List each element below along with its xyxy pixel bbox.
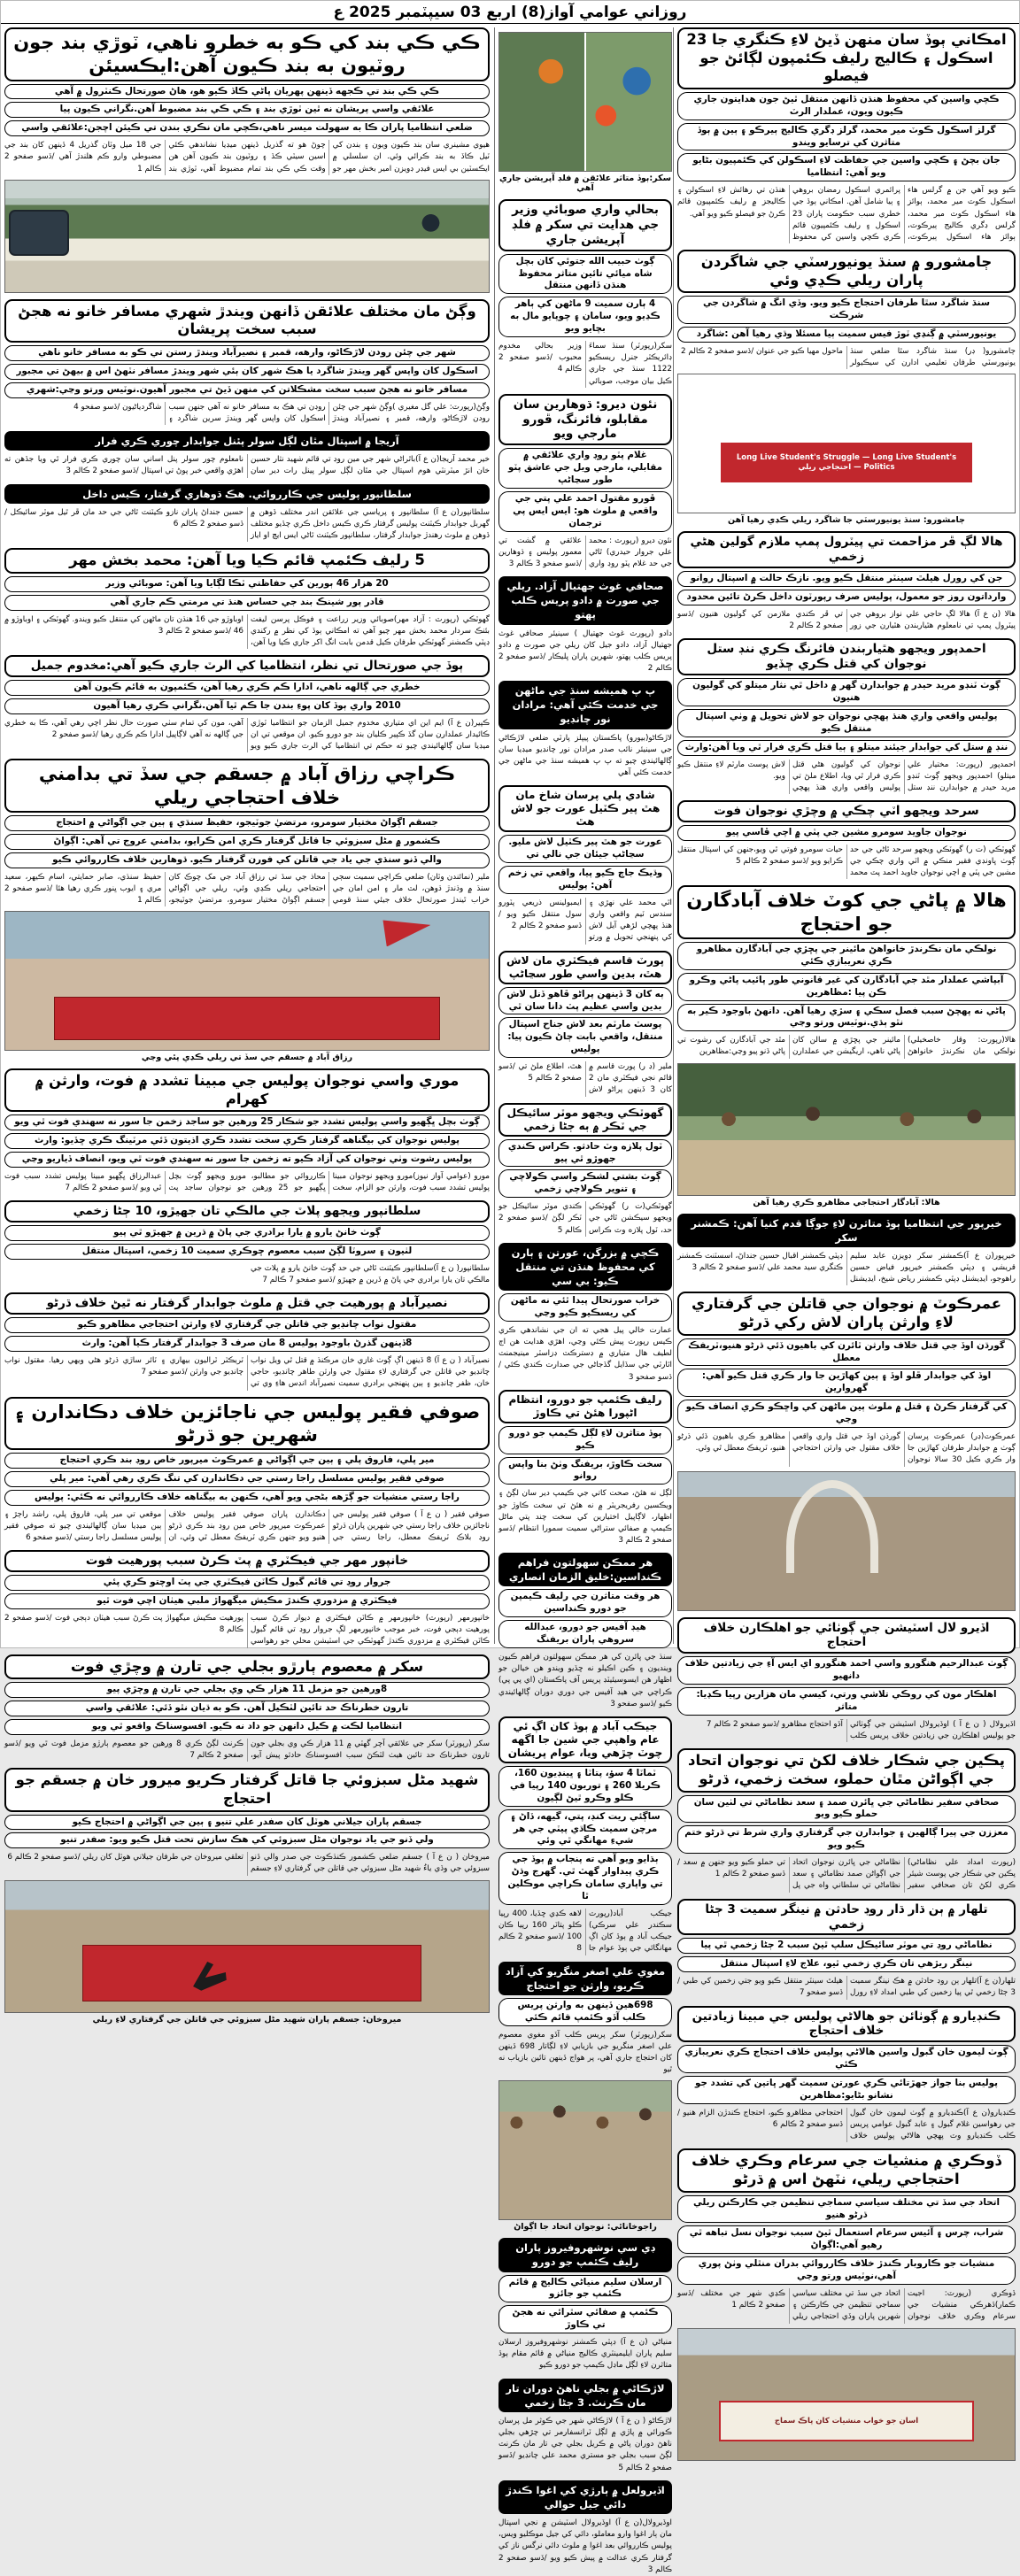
article-subhead: جن کي رورل هيلٿ سينٽر منتقل ڪيو ويو. نازڪ حالت ۾ اسپتال روانو — [677, 571, 1016, 587]
article-subhead: فيڪٽري ۾ مزدوري ڪندڙ مڪيش ميگهواڙ ملبي هيٺان اچي فوت ٿيو — [4, 1593, 490, 1609]
article-subhead: ڳوٺ حبيب الله جتوئي کان بچل شاه ميائي تائين متاثر محفوظ هنڌن ڏانهن منتقل — [498, 254, 672, 295]
article-kk_bund — [4, 27, 490, 293]
article-khaliq — [498, 1553, 672, 1710]
article-headline: صحافي غوث جهتيال آزاد. ريلي جي صورت ۾ دادو پريس ڪلب پهتو — [498, 576, 672, 624]
article-headline: سلطانپور پوليس جي ڪارروائي. هڪ ڌوهاري گرفتار، ڪيس داخل — [4, 484, 490, 504]
article-kachi_elderly — [498, 1243, 672, 1384]
article-photo — [4, 1880, 490, 2013]
masthead-title: روزاني عوامي آواز(8) اربع 03 سيپٽمبر 2025 ع — [1, 1, 1019, 24]
article-subhead: صوفي فقير پوليس مسلسل راجا رستي جي دڪاندارن کي تنگ ڪري رهي آهي: مير پلي — [4, 1471, 490, 1487]
article-khairpur_box — [677, 1214, 1016, 1286]
photo-caption: رزاق آباد ۾ جسقم جي سڏ تي ريلي ڪڍي پئي وڃي — [141, 1053, 353, 1063]
article-hala_kot — [677, 885, 1016, 1207]
article-body: سنڌ جي ڀائرن کي هر ممڪن سهولتون فراهم ڪيون وينديون ۽ ڪين اڪيلو نه ڇڏيو ويندو هن خيالن جو اظهار هن ايسوسيئيٽڊ پريس آف پاڪستان (اي پي پي) ڪراچي جي هيڊ آفيس جي دوري دوران ڳالهائيندي ڪيو /ڏسو صفحو 3 — [498, 1653, 672, 1708]
article-subhead: ساڳئي ريت کنڊ، پتي، گيهه، ڏاڻ ۽ مرچن سميت ڪاڌي پيٽي جي هر شيءِ مهانگي ٿي وئي — [498, 1809, 672, 1850]
article-arija — [4, 431, 490, 477]
article-headline: ڪنڊيارو ۾ ڳوٺائن جو هالاڻي پوليس جي مبينا زيادتين خلاف احتجاج — [677, 2006, 1016, 2043]
article-body: اڏيرولال ( ن ع آ ) اوڏيرولال اسٽيشن جي ڳوٺائي جو پوليس اهلڪارن جي زيادتين خلاف پريس ڪلب آڏو احتجاج مظاهرو /ڏسو صفحو 2 ڪالم 7 — [706, 1719, 1016, 1741]
article-subhead: 20 هزار 46 ٻورين کي حفاظتي ٽڪا لڳايا ويا آهن: صوبائي وزير — [4, 576, 490, 592]
article-headline: خيرپور جي انتظاميا ٻوڏ متاثرن لاءِ جوڳا قدم کنيا آهن: ڪمشنر سکر — [677, 1214, 1016, 1247]
article-headline: شادي پلي پرسان شاخ مان هٿ پير ڪٽيل عورت جو لاش هٿ — [498, 785, 672, 832]
article-photo — [498, 32, 672, 172]
article-body: ملير (نمائندن وٽان) ضلعي ڪراچي سميت سڄي سنڌ ۾ وڌندڙ ڌوهن، لٽ مار ۽ امن امان جي خراب ٿيندڙ صورتحال خلاف جيئي سنڌ قومي محاذ جي سڏ تي رزاق آباد جي مک چوڪ کان احتجاجي ريلي ڪڍي وئي، ريلي جي اڳواڻي جسقم اڳواڻ مختيار سومرو، مرتضيٰ جوٽيجو، حفيظ سنڌي، صابر حمايتي، اسام ڪيهر، سعيد مري ۽ ايوب ڀنور ڪري رهيا هئا /ڏسو صفحو 2 ڪالم 1 — [4, 872, 490, 905]
article-subhead: آبپاشي عملدار مٿد جي آبادگارن کي غير قانوني طور پائيب پاڻي وڪرو ڪن پيا :مظاهرين — [677, 973, 1016, 1001]
article-subhead: 4 ٻارن سميت 9 ماڻهن کي ٻاهر ڪڍيو ويو، سامان ۽ چوپايو مال به بچايو ويو — [498, 297, 672, 337]
article-sufi_faqir — [4, 1397, 490, 1545]
article-subhead: ٻڌايو ويو آهي ته پنجاب ۾ ٻوڏ جي ڪري پيداوار گهٽ ٿي. گهرج وڌڻ تي واپاري سامان ڪراچي موڪلين ٿا — [498, 1852, 672, 1905]
article-photo — [677, 374, 1016, 513]
article-relief_visit — [498, 1390, 672, 1547]
article-headline: نصيرآباد ۾ پورهيت جي قتل ۾ ملوث جوابدار گرفتار نه ٿيڻ خلاف ڌرڻو — [4, 1292, 490, 1315]
article-subhead: ڳوٺ خانڻ يارو ۾ يارا برادري جي پاڻ ۾ ڌرين ۾ جهيڙو ٿي پيو — [4, 1225, 490, 1241]
article-body: خير محمد آريجا(ن ع آ)باٿراڻي شهر جي مين روڊ تي قائم شهيد نثار حسين خان انڙ ميٽرنٽي هوم اسپتال جي مٿان لڳل سولر پينل رات دير سان نامعلوم چور سولر پنل اساني سان چوري ڪري فرار ٿي ويا جڏهن ته اهڙي واقعي خبر پوڻ تي اسپتال /ڏسو صفحو 2 ڪالم 3 — [4, 455, 490, 476]
article-headline: بحالي واري صوبائي وزير جي هدايت تي سکر ۾ فلڊ آپريشن جاري — [498, 199, 672, 251]
article-headline: سرحد ويجهو اٽي چڪي ۾ وچڙي نوجوان فوت — [677, 800, 1016, 822]
article-subhead: ارسلان سليم منياڻي ڪاليج ۾ قائم ڪئمپ جو جائزو — [498, 2275, 672, 2303]
article-photo — [498, 2080, 672, 2220]
article-body: خيرپور(ن ع آ)ڪمشنر سکر ڊويزن عابد سليم قريشي ۽ ڊپٽي ڪمشنر خيرپور فياض حسين راهوجو، ايڊيشنل ڊپٽي ڪمشنر رياض شيخ، ايڊيشنل ڊپٽي ڪمشنر اقبال حسين جنداڻ، اسسٽنٽ ڪمشنر ڪنگري سيد محمد علي /ڏسو صفحو 2 ڪالم 3 — [677, 1251, 1016, 1284]
photo-caption: هالا: آبادگار احتجاجي مظاهرو ڪري رهيا آهن — [753, 1197, 940, 1207]
article-subhead: شراب، چرس ۽ آئيس سرعام استعمال ٿيڻ سبب نوجوان نسل تباهه ٿي رهيو آهي:اڳواڻ — [677, 2225, 1016, 2254]
article-body: لڳل نه هئڻ، صحت کاتي جي ڪيمپ دير سان لڳڻ ۽ ويڪسين رفريجريٽر ۾ نه هئڻ تي سخت ڪاوڙ جو اظهار، لاڳاپيل اختيارين کي سخت چند پتي ماڻل ڪيمپ ۾ صفائي ستراڻي سميت سمورا انتظام /ڏسو صفحو 2 ڪالم 3 — [498, 1489, 672, 1546]
article-subhead: گرلز اسڪول ڪوٽ مير محمد، گرلز ڊگري ڪاليج ٻيرڪو ۽ ٻين ۾ ٻوڏ متاثرن کي ترسايو ويندو — [677, 123, 1016, 151]
photo-caption: راجوخانائي: نوجوان اتحاد جا اڳواڻ — [514, 2222, 657, 2233]
article-subhead: ڪئمپ ۾ صفائي سٿرائي نه هجڻ تي ڪاوڙ — [498, 2305, 672, 2333]
article-subhead: ڳوٺ عبدالرحيم هنگورو واسي احمد هنگورو اي ايس آءِ جي زيادتين خلاف دانهيو — [677, 1656, 1016, 1685]
article-headline: ڪچي ۾ بزرگن، عورتن ۽ ٻارن کي محفوظ هنڌن تي منتقل ڪيو: بي سي — [498, 1243, 672, 1291]
article-nasirabad — [4, 1292, 490, 1390]
article-body: هيوي مشينري سان بند ڪيون ويون ۽ بندن کي ٽيل ڪاڏ به بند ڪرائي وئي. ان سلسلي ۾ ايڪسٽين بي ايس فيڊر ڊويزن امير بخش مهر جو چوڻ هو ته گذريل ڏينهن ميڊيا نشاندهي ڪئي اسين سيٽي ڪڏ ۽ روٽيون بند ڪيون آهن هن وقت ڪي ڪي بند تمام مضبوط آهي، ٽوڙي بند جي 18 ميل وٽان گذريل 4 ڏينهن کان بند جي مضبوطي وارو ڪم هلندڙ آهي /ڏسو صفحو 2 ڪالم 1 — [4, 141, 490, 174]
article-subhead: سنڌ شاگرد سٿا طرفان احتجاج ڪيو ويو. وڏي انگ ۾ شاگردن جي شرڪت — [677, 296, 1016, 324]
article-body: سلطانپور(ن ع آ) سلطانپور ۽ پرياسي جي علائقن اندر مختلف ڏوهن ۾ گهربل جوابدار ڪيٽنٽ پوليس گرفتار ڪري ڪيس داخل ڪري چڏيو مختلف ڏوهن ۾ ملوث رهندڙ جوابدار گرفتار، سلطانپور ڪيٽنٽ ٿاڻي ايس ايچ او اياز حسين جنداڻ پاران نازو ڪيٽنٽ ٿاڻي جي حد مان ڦر ٿيل موٽر سائيڪل /ڏسو صفحو 2 ڪالم 6 — [4, 507, 490, 540]
article-headline: سکر ۾ معصوم ٻارڙو بجلي جي تارن ۾ وچڙي فوت — [4, 1654, 490, 1680]
article-headline: ڄامشورو ۾ سنڌ يونيورسٽي جي شاگردن پاران ريلي ڪڍي وئي — [677, 250, 1016, 293]
article-body: عمرڪوٽ(ڊر) عمرڪوٽ پرسان ڳوٺ ۾ جوابدار طرفان کهاڙين جا وار ڪري ڪيل 30 سالا نوجوان گورڌن اوڏ جي قتل واري واقعي خلاف مقتول جي وارثن احتجاجي مظاهرو ڪري باهيون ڏئي ڌرڻو هنيو، ٽريفڪ معطل ٿي وئي. — [677, 1432, 1016, 1465]
article-headline: احمدپور ويجهو هٿياربندن فائرنگ ڪري ننڊ ستل نوجوان کي قتل ڪري ڇڏيو — [677, 638, 1016, 675]
article-naundero — [498, 394, 672, 571]
article-kandiaro — [677, 2006, 1016, 2143]
article-subhead: علائقي واسي پريشان نه ٿين ٽوڙي بند ۽ ڪي ڪي بند مضبوط آهن.نگراني ڪيون پيا — [4, 102, 490, 118]
article-subhead: نوجوان جاويد سومرو مشين جي پٽي ۾ اچي ڦاسي پيو — [677, 825, 1016, 841]
article-body: سکر(رپورٽر) سنڌ سماءَ ڊائريڪٽر جنرل ريسڪيو 1122 سنڌ جي جاري ڪيل بيان موجب، صوبائي وزير بحالي مخدوم محبوب /ڏسو صفحو 2 ڪالم 4 — [498, 341, 672, 386]
article-subhead: اسڪول کان واپس گهر ويندڙ شاگرد يا هڪ شهر کان ٻئي شهر ويندڙ مسافر نٽهڻ اس ۾ بيهڻ تي مجبور — [4, 364, 490, 380]
article-subhead: قادر پور شينڪ بند جي حساس هنڌ تي مرمتي ڪم جاري آهي — [4, 595, 490, 611]
article-body: مورو (عوامي آواز نيوز)مورو ويجهو نوجوان مبينا پوليس تشدد سبب فوت، وارثن جو الزام، سخت ڪارروائي جو مطالبو، مورو ويجهو ڳوٺ بچل ڀڳهيو جو 25 ورهين جو نوجوان ساجد پٽ عبدالرزاق ڀڳهيو مبينا پوليس تشدد سبب فوت ٿي ويو /ڏسو صفحو 2 ڪالم 7 — [4, 1172, 490, 1193]
article-headline: موري واسي نوجوان پوليس جي مبينا تشدد ۾ فوت، وارثن ۾ کهرام — [4, 1068, 490, 1112]
article-subhead: 8ورهين جو مزمل 11 هزار ڪي وي بجلي جي تارن ۾ وچڙي پيو — [4, 1682, 490, 1698]
article-headline: 5 رليف ڪئمپ قائم ڪيا ويا آهن: محمد بخش مهر — [4, 548, 490, 574]
article-headline: پورٽ قاسم فيڪٽري مان لاش هٿ، بدين واسي طور سڃاڻپ — [498, 951, 672, 984]
article-headline: وڳڻ مان مختلف علائقن ڏانهن ويندڙ شهري مسافر خانو نه هجڻ سبب سخت پريشان — [4, 299, 490, 343]
column-left — [673, 27, 1016, 2426]
article-talhar — [677, 1899, 1016, 2000]
article-subhead: 698هين ڏينهن به وارثن پريس ڪلب آڏو ڪئمپ قائم ڪئي — [498, 1998, 672, 2026]
article-subhead: پوليس نوجوان کي بيگناهه گرفتار ڪري سخت تشدد ڪري اذيتون ڏئي مرٽينگ ڪري ڇڏيو: وارث — [4, 1133, 490, 1149]
article-headline: سلطانپور ويجهو پلاٽ جي مالڪي تان جهيڙو، 10 ڄڻا زخمي — [4, 1200, 490, 1222]
article-body: سکر(رپورٽر) سکر پريس ڪلب آڏو مغوي معصوم علي اصغر منگريو جي بازيابي لاءِ لڳاتار 698 ڏينهن کان احتجاج جاري آهي، پر هواج ڏينهن تائين بازياب نه ٿيو — [498, 2030, 672, 2075]
article-subhead: جان بچڻ ۽ ڪچي واسين جي حفاظت لاءِ اسڪولن کي ڪئمپيون بڻايو ويو آهي: انتظاميا — [677, 153, 1016, 181]
article-subhead: ولي ڏنو جي ياد نوجوان مڻل سبزوئي کي هڪ سازش تحت قتل ڪيو ويو: صفدر تنيو — [4, 1832, 490, 1848]
article-subhead: انتظاميا لڪت ۾ ڪيل دانهن جو داد نه ڪيو. افسوسناڪ واقعو ٿي ويو — [4, 1719, 490, 1735]
article-jamshoro_rally — [677, 250, 1016, 525]
article-sultanpur_case — [4, 484, 490, 543]
article-subhead: اتحاد جي سڏ تي مختلف سياسي سماجي تنظيمن جي ڪارڪنن ريلي ڌرڻو هنيو — [677, 2195, 1016, 2224]
article-headline: صوفي فقير پوليس جي ناجائزين خلاف دڪاندارن ۽ شهرين جو ڌرڻو — [4, 1397, 490, 1451]
article-headline: ٻوڏ جي صورتحال تي نظر، انتظاميا کي الرٽ جاري ڪيو آهي:مخدوم جميل — [4, 655, 490, 677]
article-body: جيڪب آباد(رپورٽ سڪندر علي سرڪي) جيڪب آباد ۾ ٻوڏ کان اڳ مهانگائي جي ٻوڏ عوام جا لاهه ڪڍي ڇڏيا، 400 رپيا ڪلو پتاٽر 160 رپيا ڪان 100 /ڏسو صفحو 2 ڪالم 8 — [498, 1909, 672, 1954]
article-subhead: سخت ڪاوڙ، بريفنگ وٺڻ بنا واپس روانو — [498, 1457, 672, 1485]
photo-banner-text: اسان جو خواب منشيات کان پاڪ سماج — [719, 2401, 975, 2441]
article-odero_dai — [498, 2480, 672, 2576]
article-sukkur_collage — [498, 32, 672, 193]
article-subhead: ڳوٺ بچل ڀڳهيو واسي پوليس تشدد جو شڪار 25 ورهين جو ساجد زخمن جا سور نه سهندي فوت ٿي ويو — [4, 1114, 490, 1130]
article-body: لاڙڪاڻو(بيورو) پاڪستان پيپلز پارٽي ضلعي لاڙڪاڻي جي سينيئر نائب صدر مرادان نور چانڊيو ميڊيا سان ڳالهائيندي چيو ته پ پ هميشه سنڌ جي ماڻهن جي خدمت ڪئي آهي — [498, 733, 672, 778]
article-headline: هالا ۾ پاڻي جي کوٽ خلاف آبادگارن جو احتجاج — [677, 885, 1016, 939]
article-body: گهوٽڪي(ت ر) گهوٽڪي ويجهو سيڪشن ٿاڻي جي حد، ٽول پلازه وٽ ڪراس ڪندي موٽر سائيڪل جو ٽڪر لڳڻ /ڏسو صفحو 2 ڪالم 5 — [498, 1202, 672, 1235]
article-subhead: نظاماڻي روڊ تي موٽر سائيڪل سلپ ٿيڻ سبب 2 ڄڻا زخمي ٿي پيا — [677, 1938, 1016, 1954]
article-headline: ڏوڪري ۾ منشيات جي سرعام وڪري خلاف احتجاجي ريلي، نٽهڻ اس ۾ ڌرڻو — [677, 2148, 1016, 2192]
article-photo — [677, 1471, 1016, 1611]
article-body: ملير (ڊ ر) پورٽ قاسم ۾ قائم نجي فيڪٽري مان 2 کان 3 ڏينهن پراڻو لاش هٿ، اطلاع ملڻ تي /ڏسو صفحو 2 ڪالم 5 — [498, 1062, 673, 1095]
column-right — [4, 27, 490, 2025]
article-subhead: مقتول نواب چانڊيو جي قاتلن جي گرفتاري لاءِ وارثن احتجاجي مظاهرو ڪيو — [4, 1317, 490, 1333]
article-sarhad — [677, 800, 1016, 879]
article-headline: لاڙڪاڻي ۾ بجلي ناهڻ دوران تار مان ڪرنٽ. 3 ڄڻا زخمي — [498, 2379, 672, 2412]
article-subhead: عورت جو هٿ پير ڪٽيل لاش مليو. سڃاڻپ جيئان جي نالي تي — [498, 835, 672, 863]
article-headline: گهوٽڪي ويجهو موٽر سائيڪل جي ٽڪر ۾ ٻه ڄڻا زخمي — [498, 1103, 672, 1137]
article-body: دادو (رپورٽ غوث جهتيال ) سينيئر صحافي غوث جهتيال آزاد، دادو جيل کان ريلي جي صورت ۾ دادو پريس ڪلب پهتو، شهرين پاران ڀليڪار /ڏسو صفحو 2 ڪالم 2 — [498, 629, 672, 674]
article-subhead: راجا رستي منشيات جو ڳڙهه بڻجي ويو آهي، ڪنهن به بيگناهه خلاف ڪارروائي نه ڪئي: پوليس — [4, 1490, 490, 1506]
article-headline: هر ممڪن سهولتون فراهم ڪنداسين:خليق الزمان انصاري — [498, 1553, 672, 1586]
article-subhead: پوسٽ مارٽم بعد لاش جناح اسپتال منتقل، واقعي بابت ڄاڻ ڪيون پيا: پوليس — [498, 1017, 672, 1058]
photo-caption: ڄامشورو: سنڌ يونيورسٽي جا شاگرد ريلي ڪڍي رهيا آهن — [728, 515, 965, 526]
article-larkana_current — [498, 2379, 672, 2474]
photo-banner-text: Long Live Student's Struggle — Long Live Student's Politics — احتجاجي ريلي — [719, 441, 975, 484]
article-body: سکر (رپورٽر) سکر جي علائقي آچر گهٽي ۾ 11 هزار ڪي وي بجلي جون تارون خطرناڪ حد تائين هيٺ لٽڪڻ سبب افسوسناڪ حادثو پيش آيو، ڪرنٽ لڳڻ ڪري 8 ورهين جو معصوم ٻارڙو مزمل فوت ٿي ويو /ڏسو صفحو 2 ڪالم 7 — [4, 1739, 490, 1761]
article-subhead: ڳوٺ ليمون خان گبول واسين هالاڻي پوليس خلاف احتجاج ڪري نعريبازي ڪئي — [677, 2045, 1016, 2073]
article-subhead: ٻوڏ متاثرن لاءِ لڳل ڪيمپ جو دورو ڪيو — [498, 1426, 672, 1454]
article-subhead: لٺيون ۽ سروٽا لڳڻ سبب معصوم ڇوڪري سميت 10 زخمي، اسپتال منتقل — [4, 1244, 490, 1260]
article-subhead: تارون خطرناڪ حد تائين لٽڪيل آهن. ڪو به ڌيان نٿو ڏئي: علائقي واسي — [4, 1701, 490, 1716]
article-body: ڪيو ويو آهي جن ۾ گرلس هاء اسڪول ڪوٽ مير محمد، ٻوائز هاء اسڪول ڪوٽ مير محمد، گرلس ڊگري ڪاليج ٻيرڪوٽ، ٻوائز هاء اسڪول ٻيرڪوٽ، پرائمري اسڪول رمضان بروهي ۽ ٻيا شامل آهن. امڪاني ٻوڏ جي خطري سبب حڪومت پاران 23 اسڪول ۽ رليف ڪئمپيون قائم ڪري ڪچي واسين کي محفوظ هنڌن تي رهائش لاءِ اسڪولن ۽ ڪاليجز ۾ رليف ڪئمپيون قائم ڪرڻ جو فيصلو ڪيو ويو آهي. — [677, 186, 1016, 242]
article-body: اوڏيرولال(ن ع آ) اوڏيرولال اسٽيشن ۾ نجي اسپتال مان ٻار اغوا وارو معاملو، دائي کي جيل موڪليو ويس، پوليس ڪارروائي بعد اغوا ۾ ملوث دائي نرگس ناز کي گرفتار ڪري عدالت ۾ پيش ڪيو ويو /ڏسو صفحو 2 ڪالم 3 — [498, 2518, 672, 2574]
article-photo — [677, 1063, 1016, 1196]
article-body: ڄامشورو( ڊر) سنڌ شاگرد سٿا ضلعي سنڌ يونيورسٽي طرفان تعليمي ادارن کي سيڪيولر ماحول مهيا ڪيو جي عنوان /ڏسو صفحو 2 ڪالم 2 — [680, 347, 1016, 368]
article-subhead: ننڊ ۾ ستل کي جوابدار جيئند ميتلو ۽ ٻيا قتل ڪري فرار ٿي ويا آهن:وارث — [677, 740, 1016, 756]
article-ahmedpur — [677, 638, 1016, 794]
article-body: منياڻي (ن ع آ) ڊپٽي ڪمشنر نوشهروفيروز ارسلان سليم پاران ايليمينٽري ڪاليج منياڻي ۾ قائم مقام ٻوڏ متاثرن لاءِ لڳل ماڊل ڪيمپ جو دورو ڪيو — [498, 2338, 672, 2371]
article-body: ڪپير(ن ع آ) ايم اين اي متياري مخدوم جميل الزمان جو انتظاميا ٽوڙي ڪائيدار عملدارن سان گڏ ڪپير ڪليان بند جو دورو ڪيو. ان موقعي تي ان ميڊيا سان ڳالهائيندي چيو ته حڪم تي انتظاميا کي الرٽ جاري ڪيو ويو آهي، مون کي تمام سٺي صورت حال نظر اچي رهي آهي، ڪا به خطري جي ڳالهه نه آهي لاڳاپيل ادارا ڪم ڪري رهيا /ڏسو صفحو 2 — [4, 718, 490, 752]
article-khanpur — [4, 1550, 490, 1647]
article-odero_lal — [677, 1617, 1016, 1743]
article-headline: ڪي ڪي بند کي ڪو به خطرو ناهي، ٽوڙي بند جون روٽيون به بند ڪيون آهن:ايڪسيئن — [4, 27, 490, 81]
article-subhead: ڪشمور ۾ مڻل سبزوئي جا قاتل گرفتار ڪري امن ڪرايو، بدامني عروج تي آهي: اڳواڻ — [4, 834, 490, 850]
article-body: ڏوڪري (رپورٽ: اجيت ڪمار)ڏهرڪي منشيات جي سرعام وڪري خلاف نوجوان اتحاد جي سڏ تي مختلف سياسي سماجي تنظيمن جي ڪارڪنن ۽ شهرين پاران وڏي احتجاجي ريلي ڪڍي شهر جي مختلف /ڏسو صفحو 2 ڪالم 1 — [677, 2289, 1016, 2322]
article-body: (رپورٽ امداد علي نظاماڻي) پڪين جي شڪار جي پوسٽ شيئر ڪري لکڻ تان صحافي سفير نظاماڻي جي ڀائرن نوجوان اتحاد جي اڳواڻن صمد نظاماڻي ۽ سعد نظاماڻي تي سلطاني واه جي پل تي حملو ڪيو ويو جنهن ۾ سعد /ڏسو صفحو 2 ڪالم 1 — [677, 1858, 1016, 1891]
article-bahali — [498, 199, 672, 388]
article-subhead: ٻه کان 3 ڏينهن پراڻو ڦاهو ڏنل لاش بدين واسي عظيم پٽ دانا سان ٿي — [498, 987, 672, 1015]
article-pp_service — [498, 681, 672, 779]
article-subhead: پوليس بنا جواز جهڙتائي ڪري عورتن سميت گهر ڀاتين کي تشدد جو نشانو بڻايو:مظاهرين — [677, 2076, 1016, 2104]
article-subhead: جسقم پاران جيلاني هوٽل کان صفدر علي تنيو ۽ ٻين جي اڳواڻي ۾ احتجاج ڪيو — [4, 1815, 490, 1831]
article-headline: اڏيرو لال اسٽيشن جي ڳوٺائي جو اهلڪارن خلاف احتجاج — [677, 1617, 1016, 1654]
article-headline: جيڪب آباد ۾ ٻوڏ کان اڳ ئي عام واهپي جي شين جا اگهه چوٽ چڙهي ويا، عوام پريشان — [498, 1716, 672, 1763]
article-subhead: پوليس واقعي واري هنڌ پهچي نوجوان جو لاش تحويل ۾ وٺي اسپتال منتقل ڪيو — [677, 709, 1016, 737]
article-dokri — [677, 2148, 1016, 2460]
article-subhead: ٽول پلازه وٽ حادثو. ڪراس ڪندي جهوڙو ٿي پيو — [498, 1139, 672, 1168]
article-body: ميروخان ( ن ع آ ) جسقم ضلعي ڪشمور ڪنڌڪوٽ جي صدر والي ڏنو سبزوئي جي وڏي ياءُ شهيد مڻل سبزوئي جي قاتلن جي گرفتاري لاءِ جسقم تعلقي ميروخان جي طرفان جيلاني هوٽل کان ريلي /ڏسو صفحو 2 ڪالم 6 — [7, 1853, 490, 1874]
article-headline: هالا لڳ ڦر مزاحمت تي پيٽرول پمپ ملازم گولين هڻي زخمي — [677, 531, 1016, 568]
article-body: خانپورمهر (رپورٽ) خانپورمهر ۾ ڪاٽن فيڪٽري ۾ ديوار ڪرڻ سبب پورهيت دٻجي فوت، خبر موجب خانپورمهر لڳ جروار روڊ تي قائم گبول ڪاٽن فيڪٽري ۾ مزدوري ڪندڙ گهوٽڪي جي اسٽيشن محلي جو رهواسي پورهيت مڪيش ميگهواڙ پٽ ڪرڻ سبب هيٺان دٻجي فوت /ڏسو صفحو 2 ڪالم 8 — [4, 1614, 490, 1647]
article-headline: اڏيرولعل ۾ ٻارڙي کي اغوا ڪندڙ دائي جيل حوالي — [498, 2480, 672, 2514]
article-shaheed_manal — [4, 1768, 490, 2024]
article-karachi_rally — [4, 759, 490, 1062]
article-subhead: نولڪي مان نڪرندڙ خانواهڻ مائينر جي پڇڙي جي آبادگارن مظاهرو ڪري نعريبازي ڪئي — [677, 942, 1016, 970]
article-body: گهوٽڪي (رپورٽ : آزاد مهر)صوبائي وزير زراعت ۽ فوڪل پرسن ليفت بئنڪ سردار محمد بخش مهر چيو آهي ته امڪاني ٻوڏ کي نظر ۾ رکندي ڊپٽي ڪمشنر گهوٽڪي طرفان ڪيل قدمن بابت انگ اکر جاري ڪيا ويا آهن، اوباوڙو جي 16 هنڌن تان ماڻهن کي منتقل ڪيو ويندو. گهوٽڪي ۽ اوباوڙو ۾ 46 /ڏسو صفحو 2 ڪالم 3 — [4, 614, 490, 647]
article-body: احمدپور (رپورٽ: مختيار علي ميتلو) احمدپور ويجهو ڳوٺ ٽنڊو مريد حيدر ۾ جوابدارن ننڊ ستل نوجوان کي گوليون هڻي قتل ڪري فرار ٿي ويا، اطلاع ملڻ تي پوليس واقعي واري هنڌ پهچي لاش پوسٽ مارٽم لاءِ منتقل ڪيو ويو. — [677, 760, 1016, 792]
article-subhead: ٽماٽا 4 سؤ، پتاٽا ۽ ڀينڊيون 160، ڪريلا 260 ۽ توريون 140 رپيا في ڪلو وڪرو ٿيڻ لڳيون — [498, 1766, 672, 1807]
article-umerkot — [677, 1292, 1016, 1610]
article-wagan — [4, 299, 490, 425]
article-subhead: ڦورو مقتول احمد علي پتي جي واقعي ۾ ملوث هو: ايس ايس پي ترجمان — [498, 491, 672, 532]
article-subhead: ڳوٺ ٽنڊو مريد حيدر ۾ جوابدارن گهر ۾ داخل ٿي نثار ميتلو کي گوليون هنيون — [677, 678, 1016, 706]
article-subhead: 8ڏينهن گذرڻ باوجود پوليس 8 مان صرف 3 جوابدار گرفتار ڪيا آهن: وارث — [4, 1336, 490, 1352]
article-subhead: ضلعي انتظاميا پاران ڪا به سهولت ميسر ناهي،ڪچي مان نڪري بندن تي ڪيئن اچجن:علائقي واسي — [4, 120, 490, 136]
article-shadi_pali_woman — [498, 785, 672, 944]
article-headline: مغوي علي اصغر منگريو کي آزاد ڪريو، وارثن جو احتجاج — [498, 1962, 672, 1995]
article-body: وڳڻ(رپورٽ: علي گل مغيري )وڳڻ شهر جي چئن رودن لاڙڪاڻو، وارهه، قمبر ۽ نصيرآباد ويندڙ روڊن تي هڪ به مسافر خانو نه آهي جنهن سبب اسڪول کان واپس گهر ويندڙ سرين شاگرد ۽ شاگردياڻيون /ڏسو صفحو 4 — [73, 402, 490, 423]
article-headline: آريجا ۾ اسپتال مٿان لڳل سولر پئنل جوابدار چوري ڪري فرار — [4, 431, 490, 451]
article-manghrio — [498, 1962, 672, 2233]
article-dc_noshahro — [498, 2238, 672, 2372]
article-subhead: هر وقت متاثرن جي رليف ڪيمپن جو دورو ڪنداسين — [498, 1589, 672, 1617]
article-subhead: شهر جي چئن رودن لاڙڪاڻو، وارهه، قمبر ۽ نصيرآباد ويندڙ رستن تي ڪو به مسافر خانو ناهي — [4, 345, 490, 361]
article-body: هالا(رپورٽ: وقار خاصخيلي) نولڪي مان نڪرندڙ خانواهڻ مائينر جي پڇڙي ۾ سالن کان پاڻي ناهي، اريگيشن جي عملدارن مٿد جي آبادگارن کي رشوت تي پاڻي ڏنو پيو وڃي:مظاهرين — [677, 1036, 1016, 1057]
article-subhead: ڪي ڪي بند تي ڪجهه ڏينهن پهريان پاڻي ڪاڏ ڪيو هو، هاڻ صورتحال ڪنٽرول ۾ آهي — [4, 84, 490, 100]
article-subhead: ڪچي واسين کي محفوظ هنڌن ڏانهن منتقل ٿيڻ جون هدايتون جاري ڪيون ويون، عملدار الرٽ — [677, 92, 1016, 120]
article-ghotki_bike — [498, 1103, 672, 1237]
photo-caption: سکر:ٻوڏ متاثر علائقن ۾ فلڊ آپريشن جاري آهي — [499, 174, 671, 193]
article-headline: تلهار ۾ ٻن ڌار ڌار روڊ حادثن ۾ نينگر سميت 3 ڄڻا زخمي — [677, 1899, 1016, 1936]
article-body: گهوٽڪي (ت ر) گهوٽڪي ويجهو سرحد ٿاڻي جي حد ڳوٺ ڀاونڊي فقير منڪي ۾ اٽي واري چڪي جي مشين جي پٽي ۾ اچي نوجوان جاويد احمد پٽ محمد حيات سومرو فوتي ٿي ويو،جنهن کي اسپتال منتقل ڪرايو ويو /ڏسو صفحو 2 ڪالم 5 — [677, 845, 1016, 878]
article-subhead: يونيورسٽي ۾ ڳنڍي ٽوڙ فيس سميت ٻيا مسئلا وڌي رهيا آهن :شاگرد — [677, 327, 1016, 343]
article-body: سلطانپور( ن ع آ)سلطانپور ڪيٽنٽ ٿاڻي جي حد ڳوٺ خانڻ يارو ۾ پلاٽ جي مالڪي تان يارا برادري جي پاڻ ۾ ڏرين ۾ جهيڙو /ڏسو صفحو 7 ڪالم 7 — [251, 1264, 490, 1285]
article-subhead: پوليس رشوت وٺي نوجوان کي آزاد ڪيو ته زخمن جا سور نه سهندي فوت ٿي ويو، انصاف ڏياريو وڃي — [4, 1152, 490, 1168]
article-headline: شهيد مڻل سبزوئي جا قاتل گرفتار ڪريو ميرور خان ۾ جسقم جو احتجاج — [4, 1768, 490, 1811]
article-body: اٿي محمد علي نهڙي ۽ سندس ٽيم واقعي واري هنڌ پهچي لڙهي آيل لاش کي پنهنجي تحويل ۾ ورتو ايمبولينس ذريعي پٽورو سول منتقل ڪيو ويو /ڏسو صفحو 2 ڪالم 2 — [498, 898, 672, 943]
article-headline: خانپور مهر جي فيڪٽري ۾ پٽ ڪرڻ سبب پورهيت فوت — [4, 1550, 490, 1572]
article-subhead: مسافر خانو نه هجڻ سبب سخت مشڪلاتن کي منهن ڏيڻ تي مجبور آهيون.نوٽيس ورتو وڃي:شهري — [4, 382, 490, 398]
article-subhead: اهلڪار مون کي روڪي تلاشي ورتي، کيسي مان هزارين رپيا ڪڍيا: متاثر — [677, 1687, 1016, 1716]
article-subhead: اوڏ کي جوابدار ڦلو اوڏ ۽ ٻين کهاڙين جا وار ڪري قتل ڪيو آهي: گهروارين — [677, 1369, 1016, 1397]
article-body: نئون ديرو (رپورٽ : محمد علي جروار حيدري) ٿاڻي جي حد غلام پٽو روڊ واري علائقي ۾ گشت تي معمور پوليس ۽ ڌوهارين /ڏسو صفحو 3 ڪالم 3 — [498, 536, 672, 569]
article-body: عمارت خالي پيل هجي ته ان جي نشاندهي ڪري ڪيس رپورٽ پيش ڪئي وڃي، اهڙي هدايت هن اڄ لطيف هال متياري ۾ ڊسترڪٽ ڊزاسٽر مينيجمنٽ اٿارٽي جي سڏايل گڏجاڻي جي صدارت ڪندي ڪئي /ڏسو صفحو 3 — [498, 1325, 672, 1382]
article-body: تلهار(ن ع آ)تلهار ٻن روڊ حادثن ۾ هڪ نينگر سميت 3 ڄڻا زخمي ٿي پيا زخمين کي طبي امداد لاءِ رورل هيلٿ سينٽر منتقل ڪيو ويو جتي زخمين کي طبي /ڏسو صفحو 7 — [677, 1977, 1016, 1998]
article-ghous_jatyal — [498, 576, 672, 675]
article-body: ڪنڊيارو(ن ع آ)ڪنڊيارو ۾ ڳوٺ ليمون خان گبول جي رهواسين غلام گبول ۽ عابد گبول عوامي پريس ڪلب ڪنڊيارو وٽ پهچي هالاڻي پوليس خلاف احتجاجي مظاهرو ڪيو، احتجاج ڪندڙن الزام هنيو /ڏسو صفحو 2 ڪالم 6 — [677, 2108, 1016, 2141]
article-subhead: 2010 واري ٻوڏ کان پوءِ بندن جا ڪم ٿيا آهن.نگراني ڪري رهيا آهيون — [4, 698, 490, 714]
photo-caption: ميروخان: جسقم پاران شهيد مڻل سبزوئي جي قاتلن جي گرفتاري لاءِ ريلي — [92, 2014, 402, 2025]
article-subhead: کي گرفتار ڪرڻ ۽ قتل ۾ ملوث ٻين ماڻهن کي واڇڪو ڪري انصاف ڪيو وڃي — [677, 1400, 1016, 1428]
article-headline: عمرڪوٽ ۾ نوجوان جي قاتلن جي گرفتاري لاءِ وارثن پاران لاش رکي ڌرڻو — [677, 1292, 1016, 1335]
article-body: صوفي فقير ( ن ع آ ) صوفي فقير پوليس جي ناجائزين خلاف راجا رستي جي شهرين پاران ڌرڻو روڊ بلاڪ ٽريفڪ معطل، راجا رستي جي دڪاندارن پاران صوفي فقير پوليس خلاف عمرڪوٽ ميرپور خاص مين روڊ بند ڪري ڌرڻو هنيو ويو جنهن ڪري ٽريفڪ معطل ٿي وئي، ان موقعي تي مير پلي، فاروق پلي، راشد راڄڙ ۽ ٻين ميڊيا سان ڳالهائيندي چيو ته صوفي فقير پوليس مسلسل راجا رستي /ڏسو صفحو 6 — [4, 1509, 490, 1543]
article-body: لاڙڪاڻو ( ن ع آ ) لاڙڪاڻي شهر جي ڪوثر مل پرسان ڪورائي ۾ پاڙي ۾ لڳل ٽرانسفارمر تي چڙهي بجلي ناهڻ دوران پاڻي ۾ ڪريل بجلي جي تار مان ڪرنٽ لڳڻ سبب بجلي جو مستري محمد علي چانڊيو /ڏسو صفحو 2 ڪالم 5 — [498, 2416, 672, 2472]
article-photo — [4, 180, 490, 293]
article-photo — [677, 2328, 1016, 2461]
article-hala_pump — [677, 531, 1016, 632]
article-headline: نئون ديرو: ڌوهارين سان مقابلو، فائرنگ، ڦورو مارجي ويو — [498, 394, 672, 446]
article-subhead: مير پلي، فاروق پلي ۽ ٻين جي اڳواڻي ۾ عمرڪوٽ ميرپور خاص روڊ بند ڪري احتجاج — [4, 1453, 490, 1469]
article-sukkur_child — [4, 1654, 490, 1762]
article-relief5 — [4, 548, 490, 649]
article-subhead: صحافي سفير نظاماڻي جي ڀائرن صمد ۽ سعد نظاماڻي تي لٺين سان حملو ڪيو ويو — [677, 1795, 1016, 1824]
article-headline: ڊي سي نوشهروفيروز پاران رليف ڪئمپ جو دورو — [498, 2238, 672, 2271]
article-headline: پڪين جي شڪار خلاف لکڻ تي نوجوان اتحاد جي اڳواڻن مٿان حملو، سخت زخمي، ڌرڻو — [677, 1748, 1016, 1792]
article-subhead: خطري جي ڳالهه ناهي، ادارا ڪم ڪري رهيا آهن، ڪئمپون به قائم ڪيون آهن — [4, 680, 490, 696]
article-school_camps — [677, 27, 1016, 243]
article-subhead: منشيات جو ڪاروبار ڪندڙ خلاف ڪارروائي بدران منٿلي وٺڻ پوري آهي،نوٽيس ورتو وڃي — [677, 2256, 1016, 2285]
article-subhead: نينگر ريڙهي تان ڪري زخمي ٿيو، علاج لاءِ اسپتال منتقل — [677, 1956, 1016, 1972]
article-headline: پ پ هميشه سنڌ جي ماڻهن جي خدمت ڪئي آهي: مرادان نور چانڊيو — [498, 681, 672, 729]
article-subhead: معززن جي پيرا ڳالهين ۽ جوابدارن جي گرفتاري واري شرط تي ڌرڻو ختم ڪيو ويو — [677, 1825, 1016, 1854]
article-subhead: پاڻي نه پهچڻ سبب فصل سڪي ۽ سڙي رهيا آهن. دانهڻ باوجود ڪير به نٿو ٻڌي.نوٽيس ورتو وڃي — [677, 1004, 1016, 1032]
column-center — [494, 27, 673, 2574]
article-headline: امڪاني ٻوڏ سان منهن ڏيڻ لاءِ ڪنگري جا 23 اسڪول ۽ ڪاليج رليف ڪئمپون لڳائڻ جو فيصلو — [677, 27, 1016, 89]
article-flood_alert — [4, 655, 490, 752]
article-subhead: وارداتون روز جو معمول، پوليس صرف رپورٽون داخل ڪرڻ تائين محدود — [677, 590, 1016, 605]
article-headline: ڪراچي رزاق آباد ۾ جسقم جي سڏ تي بدامني خلاف احتجاجي ريلي — [4, 759, 490, 813]
article-subhead: خراب صورتحال پيدا ٿئي نه ماڻهن کي ريسڪيو ڪيو وڃي — [498, 1293, 672, 1322]
article-subhead: غلام پٽو روڊ واري علائقي ۾ مقابلي، مارجي ويل جي عاشق پٽو طور سڃاڻپ — [498, 448, 672, 489]
article-subhead: ڳوٺ بشتي لشڪر واسي ڪولاچي ۽ تنوير ڪولاچي زخمي — [498, 1169, 672, 1198]
article-headline: رليف ڪئمپ جو دورو، انتظام اڻپورا هئڻ تي ڪاوڙ — [498, 1390, 672, 1423]
article-subhead: گورڌن اوڏ جي قتل خلاف وارثن ٽائرن کي باهيون ڏئي ڌرڻو هنيو،ٽريفڪ معطل — [677, 1338, 1016, 1367]
article-sultanpur_plot — [4, 1200, 490, 1286]
article-body: نصيرآباد ( ن ع آ) 8 ڏينهن اڳ ڳوٺ غازي خان مرڪنڌ ۾ قتل ٿي ويل نواب چانڊيو جي قاتلن جي گرفتاري لاءِ مقتول جي وارثن طاهر چانڊيو، حاجي خان، ظفر چانڊيو ۽ ٻين پنهنجي برادري سميت نصيرآباد انڊس هاءِ وي تي ٽريڪٽر ٽراليون بيهاري ۽ ٽائر ساڙي ڌرڻو هڻي ويهي رهيا. مقتول نواب چانڊيو جي وارثن /ڏسو صفحو 7 — [4, 1356, 490, 1389]
article-subhead: جسقم اڳواڻ مختيار سومرو، مرتضيٰ جوٽيجو، حفيظ سنڌي ۽ ٻين جي اڳواڻي ۾ احتجاج — [4, 815, 490, 831]
article-subhead: جروار روڊ تي قائم گبول ڪاٽن فيڪٽري جي پٽ اوچتو ڪري پئي — [4, 1575, 490, 1591]
article-subhead: وڌيڪ جاچ ڪيو پيا، واقعي تي زخم آهن: پوليس — [498, 866, 672, 894]
article-pakhin_attack — [677, 1748, 1016, 1892]
article-jacobabad — [498, 1716, 672, 1955]
article-photo — [4, 911, 490, 1051]
article-port_qasim — [498, 951, 672, 1097]
article-moro — [4, 1068, 490, 1194]
article-subhead: والي ڏنو سنڌي جي ياد جي قاتلن کي فورن گرفتار ڪيو. ڌوهارين خلاف ڪارروائي ڪيو — [4, 852, 490, 868]
article-subhead: هيڊ آفيس جو دورو، عبدالله سروهي پاران بريفنگ — [498, 1620, 672, 1648]
article-body: هالا (ن ع آ) هالا لڳ حاجي علي نواز بروهي جي پيٽرول پمپ تي نامعلوم هٿياربندن هٿيارن جي زور تي ڦر ڪندي ملازمن کي گوليون هنيون /ڏسو صفحو 2 ڪالم 2 — [677, 609, 1016, 631]
